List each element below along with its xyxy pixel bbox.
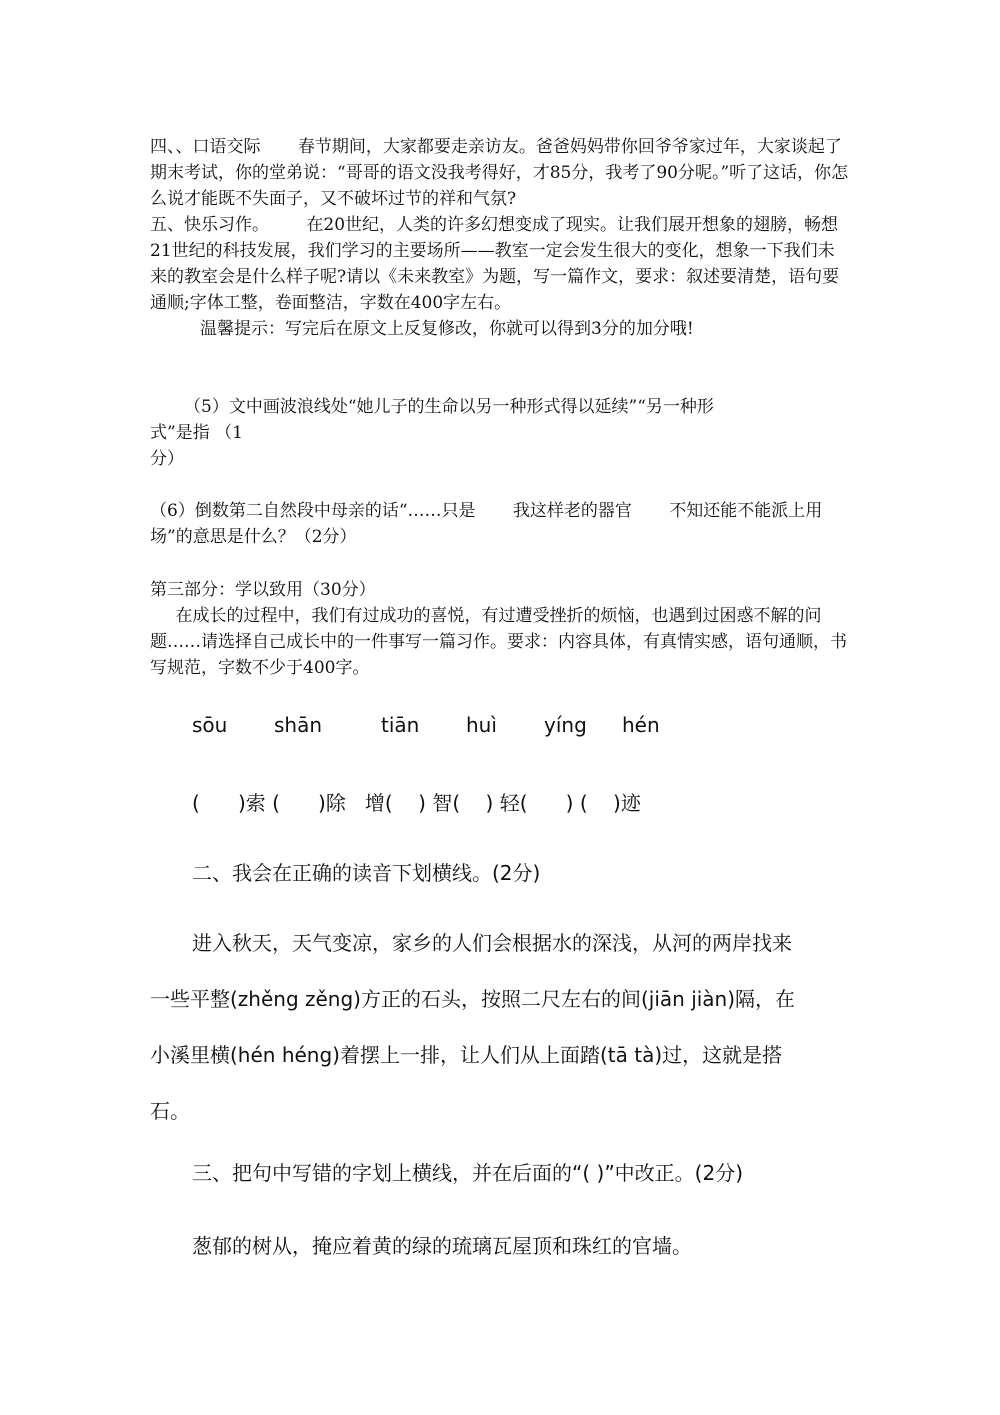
question-2-line1: 进入秋天，天气变凉，家乡的人们会根据水的深浅，从河的两岸找来 — [192, 931, 792, 955]
section-5-label: 五、快乐习作。 — [150, 215, 269, 235]
section-5-text: 在20世纪，人类的许多幻想变成了现实。让我们展开想象的翅膀，畅想21世纪的科技发展，我们学习的主要场所——教室一定会发生很大的变化，想象一下我们未来的教室会是什么样子呢?请以《未来教室》为题，写一篇作文，要求：叙述要清楚，语句要通顺;字体工整，卷面整洁，字数在400字左右。 — [150, 215, 840, 313]
question-6-part3: 不知还能不能派上用场”的意思是什么？（2分） — [150, 501, 823, 547]
question-2-line3: 小溪里横(hén héng)着摆上一排，让人们从上面踏(tā tà)过，这就是搭 — [150, 1043, 783, 1067]
question-3-sentence: 葱郁的树从，掩应着黄的绿的琉璃瓦屋顶和珠红的官墙。 — [192, 1234, 692, 1258]
pinyin-1: sōu — [192, 713, 228, 737]
section-4-text: 春节期间，大家都要走亲访友。爸爸妈妈带你回爷爷家过年，大家谈起了期末考试，你的堂弟说：“哥哥的语文没我考得好，才85分，我考了90分呢。”听了这话，你怎么说才能既不失面子，又不破坏过节的祥和气氛? — [150, 137, 849, 209]
part-3-title: 第三部分：学以致用（30分） — [150, 580, 376, 600]
pinyin-5: yíng — [544, 713, 587, 737]
pinyin-3: tiān — [381, 713, 420, 737]
question-2-line2: 一些平整(zhěng zěng)方正的石头，按照二尺左右的间(jiān jiàn)隔，在 — [150, 987, 796, 1011]
question-5-line3: 分） — [150, 449, 184, 469]
part-3 — [150, 577, 850, 681]
question-5-line1: （5）文中画波浪线处“她儿子的生命以另一种形式得以延续”“另一种形 — [184, 397, 714, 417]
section-5-paragraph — [150, 212, 850, 316]
pinyin-4: huì — [466, 713, 497, 737]
question-2-body — [150, 915, 870, 1139]
question-6-part1: （6）倒数第二自然段中母亲的话“……只是 — [150, 501, 476, 521]
question-2-line4: 石。 — [150, 1099, 190, 1123]
question-6-part2: 我这样老的器官 — [512, 501, 632, 521]
section-4-label: 四、、口语交际 — [150, 137, 261, 157]
question-5-line2: 式”是指 （1 — [150, 423, 243, 443]
fill-blanks-row: ( )索 ( )除 增( ) 智( ) 轻( ) ( )迹 — [192, 791, 641, 815]
section-4-paragraph — [150, 134, 850, 212]
question-6 — [150, 498, 850, 550]
pinyin-2: shān — [274, 713, 323, 737]
pinyin-6: hén — [622, 713, 660, 737]
question-3-title: 三、把句中写错的字划上横线，并在后面的“( )”中改正。(2分) — [192, 1161, 744, 1185]
section-5-tip: 温馨提示：写完后在原文上反复修改，你就可以得到3分的加分哦! — [200, 319, 694, 339]
question-5 — [150, 394, 850, 472]
part-3-text: 在成长的过程中，我们有过成功的喜悦，有过遭受挫折的烦恼，也遇到过困惑不解的问题……请选择自己成长中的一件事写一篇习作。要求：内容具体，有真情实感，语句通顺，书写规范，字数不少于400字。 — [150, 606, 847, 678]
question-2-title: 二、我会在正确的读音下划横线。(2分) — [192, 861, 541, 885]
